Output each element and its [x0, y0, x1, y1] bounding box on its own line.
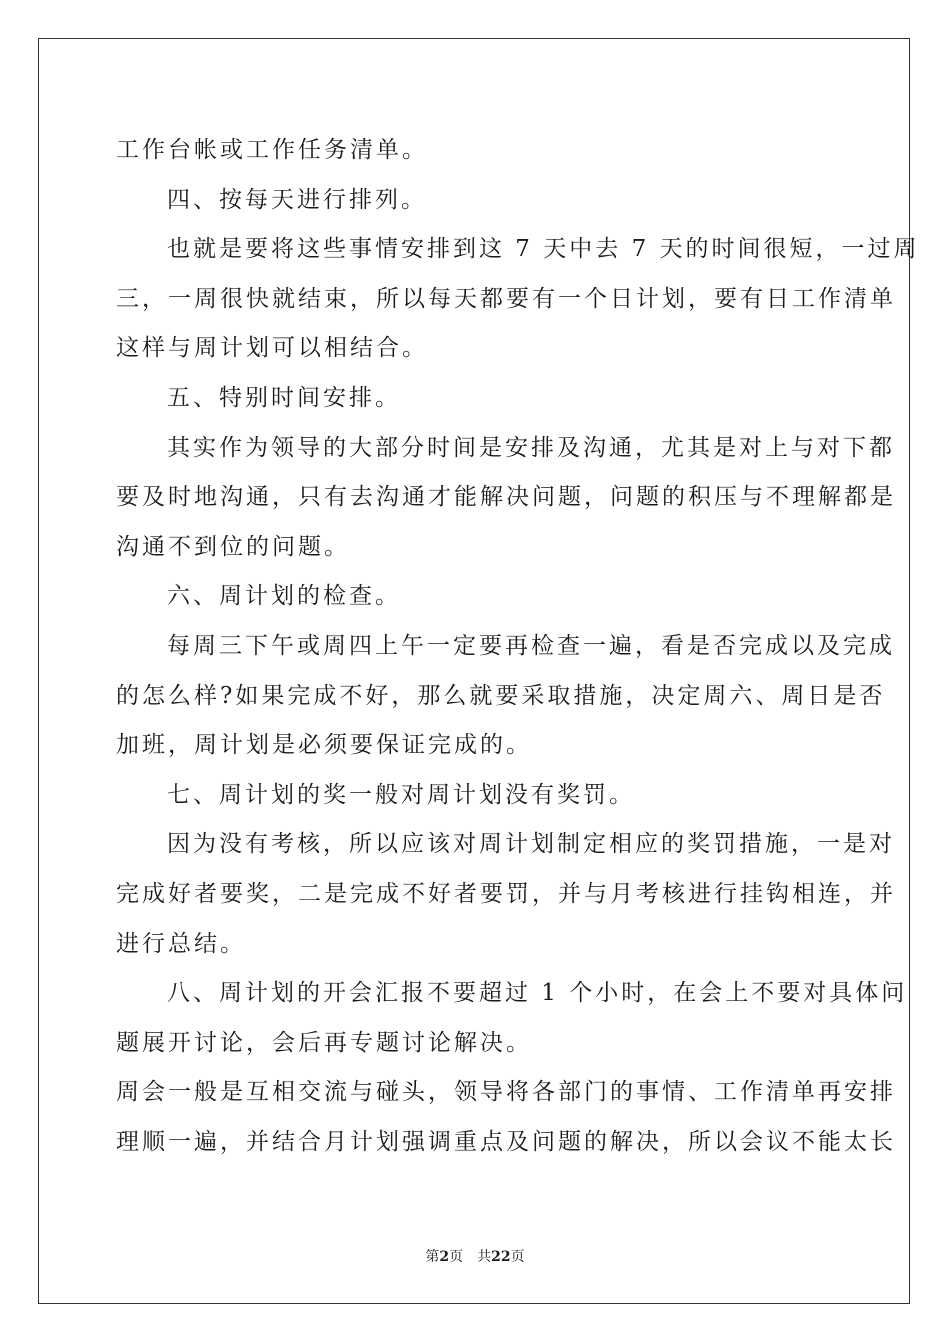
text-line: 因为没有考核，所以应该对周计划制定相应的奖罚措施，一是对: [167, 831, 895, 858]
text-line: 周会一般是互相交流与碰头，领导将各部门的事情、工作清单再安排: [116, 1079, 896, 1106]
text-line: 每周三下午或周四上午一定要再检查一遍，看是否完成以及完成: [167, 632, 895, 659]
text-line: 加班，周计划是必须要保证完成的。: [116, 732, 532, 759]
total-pages: 22: [491, 1249, 511, 1265]
page-prefix: 第: [425, 1249, 440, 1265]
section-heading: 七、周计划的奖一般对周计划没有奖罚。: [167, 781, 635, 808]
total-suffix: 页: [510, 1249, 525, 1265]
text-line: 题展开讨论，会后再专题讨论解决。: [116, 1029, 532, 1056]
text-line: 沟通不到位的问题。: [116, 533, 350, 560]
text-line: 的怎么样?如果完成不好，那么就要采取措施，决定周六、周日是否: [116, 682, 886, 709]
section-heading: 五、特别时间安排。: [167, 384, 401, 411]
text-line: 工作台帐或工作任务清单。: [116, 137, 428, 163]
text-line: 要及时地沟通，只有去沟通才能解决问题，问题的积压与不理解都是: [116, 484, 896, 511]
text-line: 也就是要将这些事情安排到这 7 天中去 7 天的时间很短，一过周: [167, 236, 920, 263]
page-number: 2: [439, 1249, 450, 1265]
text-line: 进行总结。: [116, 930, 246, 957]
document-body: [116, 126, 920, 1167]
page-suffix: 页: [449, 1249, 464, 1265]
text-line: 其实作为领导的大部分时间是安排及沟通，尤其是对上与对下都: [167, 434, 895, 461]
text-line: 三，一周很快就结束，所以每天都要有一个日计划，要有日工作清单: [116, 285, 896, 312]
text-line: 这样与周计划可以相结合。: [116, 335, 428, 362]
total-prefix: 共: [477, 1249, 492, 1265]
section-heading: 八、周计划的开会汇报不要超过 1 个小时，在会上不要对具体问: [167, 980, 908, 1007]
section-heading: 六、周计划的检查。: [167, 583, 401, 610]
text-line: 完成好者要奖，二是完成不好者要罚，并与月考核进行挂钩相连，并: [116, 880, 896, 907]
page-footer: [0, 1247, 950, 1267]
text-line: 理顺一遍，并结合月计划强调重点及问题的解决，所以会议不能太长: [116, 1128, 896, 1155]
section-heading: 四、按每天进行排列。: [167, 186, 427, 213]
